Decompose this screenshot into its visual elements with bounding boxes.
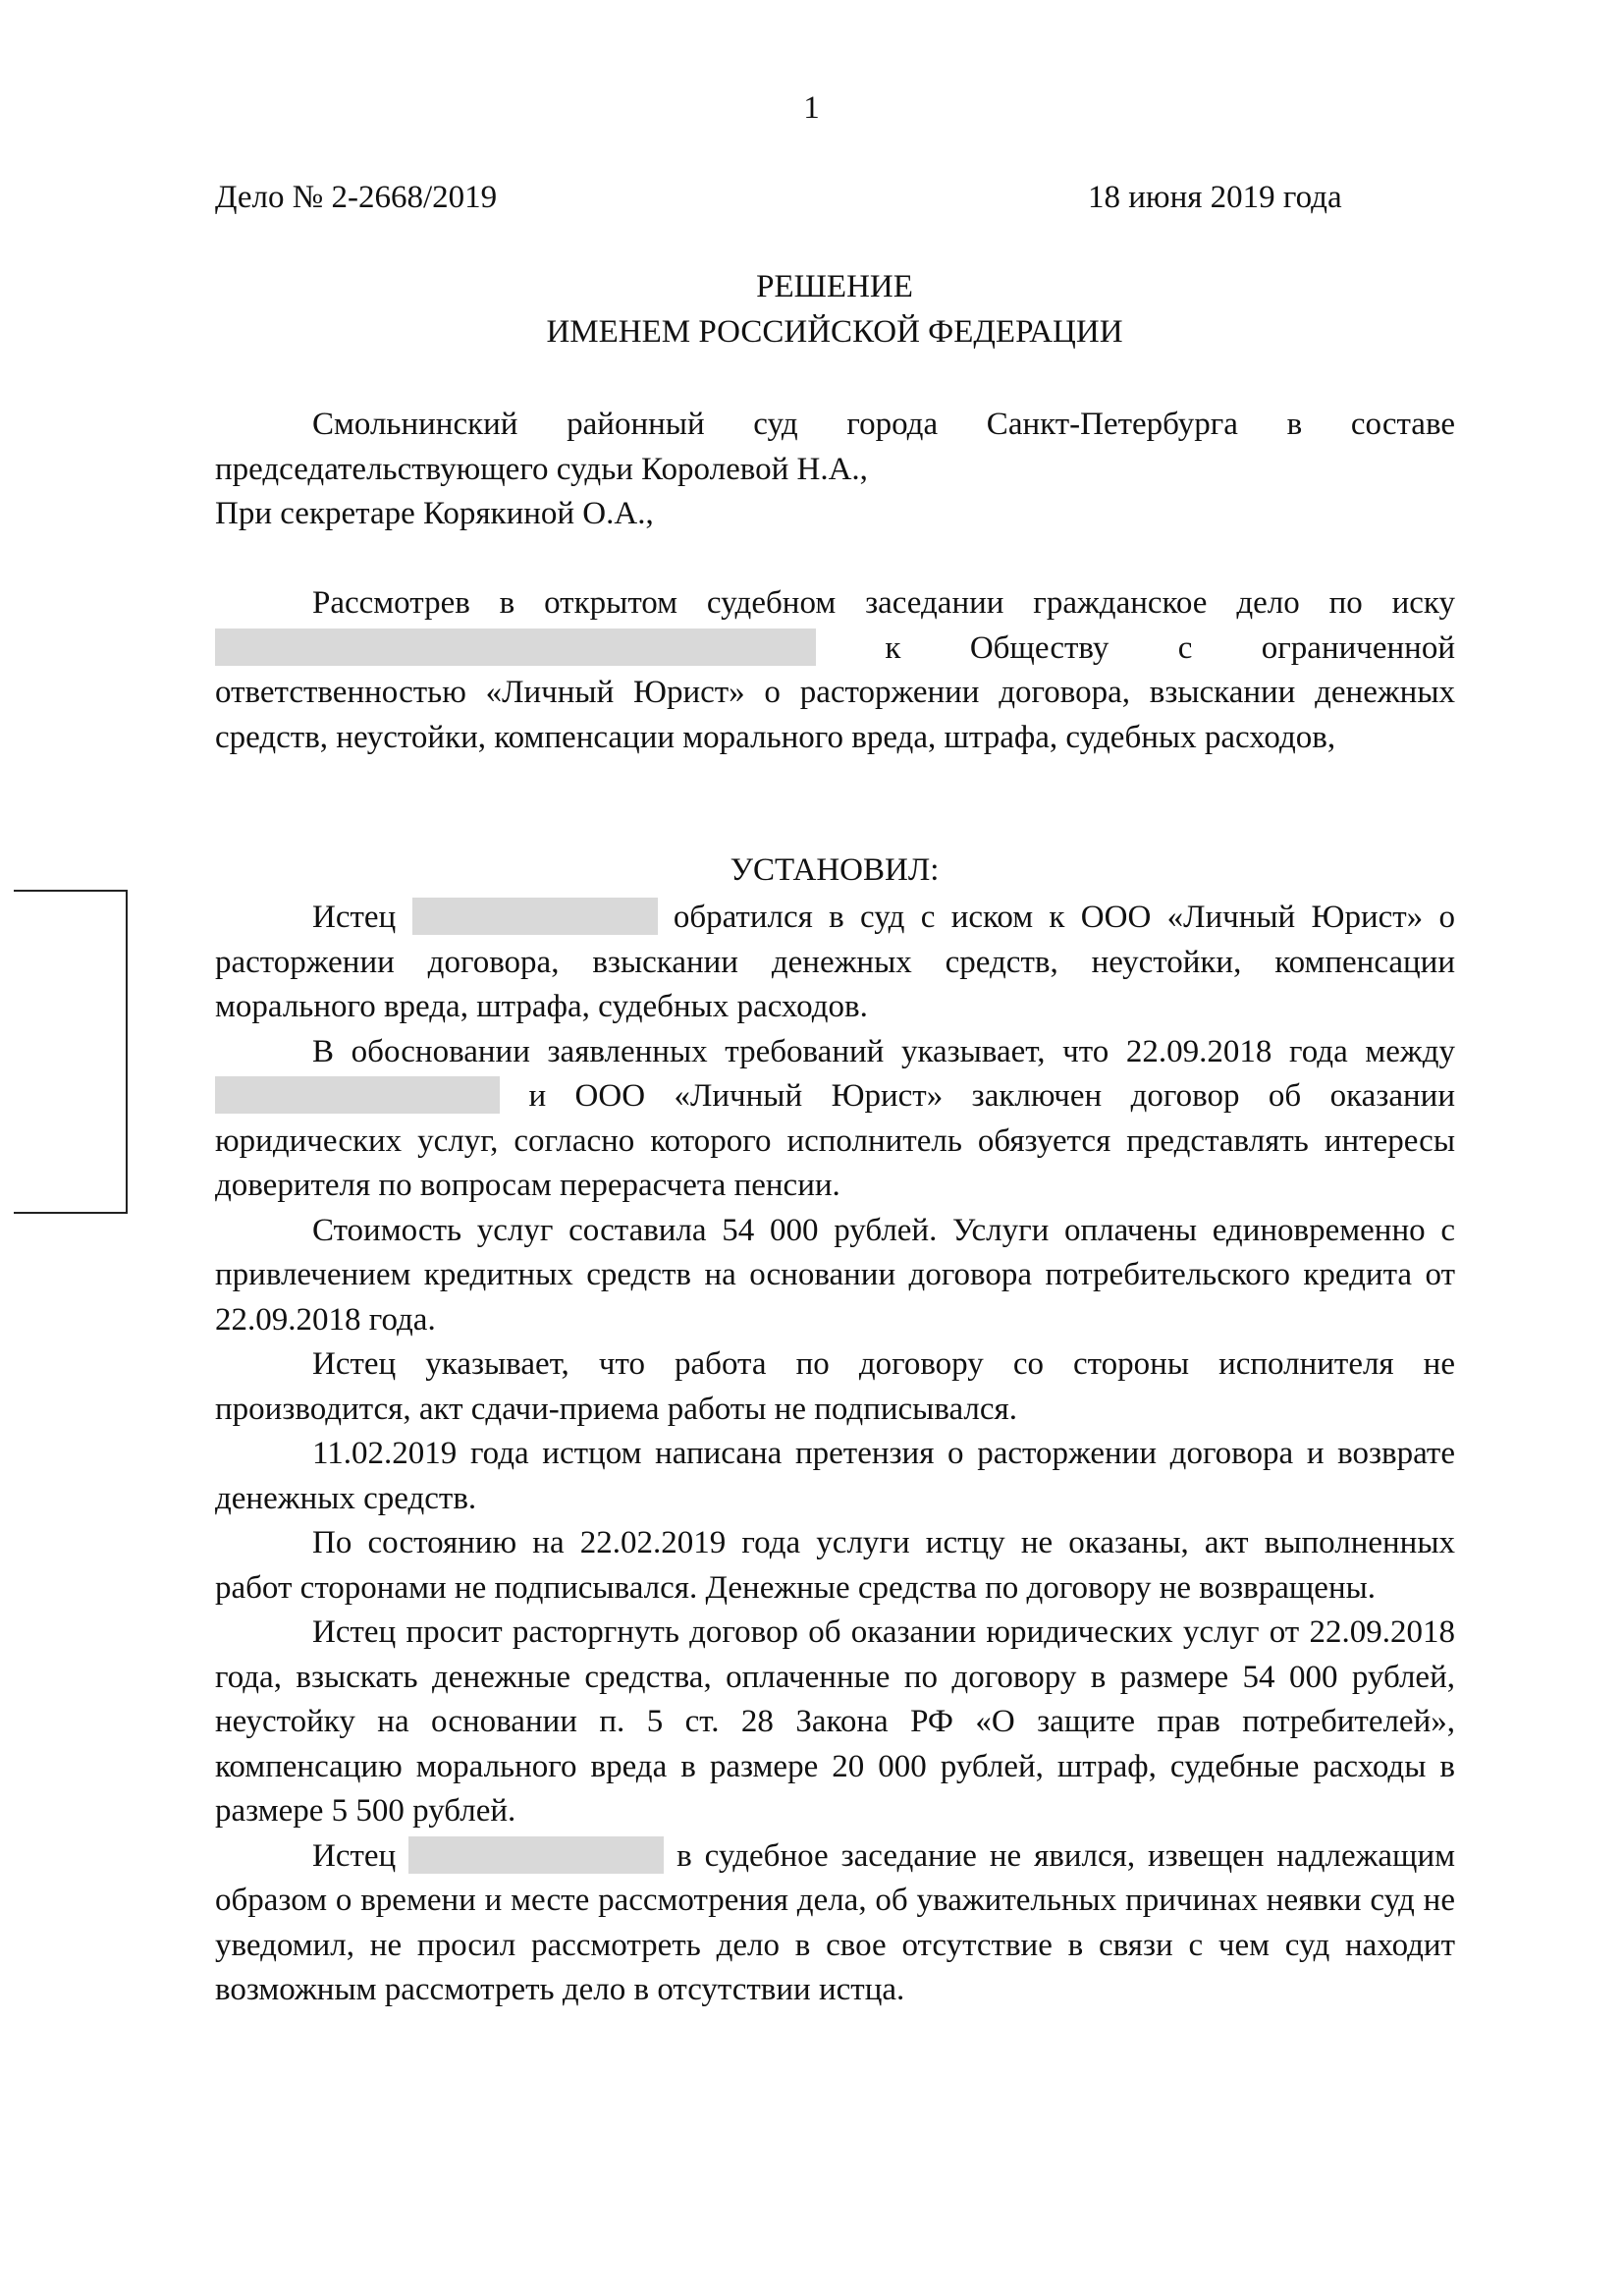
redacted-plaintiff-name (215, 629, 816, 666)
text: и ООО «Личный Юрист» заключен договор об оказании юридических услуг, согласно которого исполнитель обязуется представлять интересы доверителя по вопросам перерасчета пенсии. (215, 1078, 1455, 1203)
redacted-plaintiff-name (215, 1076, 500, 1114)
paragraph: Стоимость услуг составила 54 000 рублей. Услуги оплачены единовременно с привлечением кредитных средств на основании договора потребительского кредита от 22.09.2018 года. (215, 1212, 1455, 1338)
text: обратился в суд с иском к ООО «Личный Юрист» о расторжении договора, взыскании денежных средств, неустойки, компенсации морального вреда, штрафа, судебных расходов. (215, 900, 1455, 1024)
redacted-plaintiff-name (412, 898, 658, 935)
text: в судебное заседание не явился, извещен надлежащим образом о времени и месте рассмотрения дела, об уважительных причинах неявки суд не уведомил, не просил рассмотреть дело в свое отсутствие в связи с чем суд находит возможным рассмотреть дело в отсутствии истца. (215, 1837, 1456, 2007)
considered-paragraph (215, 581, 1455, 760)
text: Истец (312, 1837, 397, 1874)
text: Истец (312, 900, 397, 935)
margin-bracket-mark (14, 890, 128, 1214)
redacted-plaintiff-name (408, 1836, 664, 1874)
paragraph: Истец просит расторгнуть договор об оказании юридических услуг от 22.09.2018 года, взыскать денежные средства, оплаченные по договору в размере 54 000 рублей, неустойку на основании п. 5 ст. 28 Закона РФ «О защите прав потребителей», компенсацию морального вреда в размере 20 000 рублей, штраф, судебные расходы в размере 5 500 рублей. (215, 1614, 1455, 1829)
secretary-line: При секретаре Корякиной О.А., (215, 496, 654, 531)
paragraph: По состоянию на 22.02.2019 года услуги истцу не оказаны, акт выполненных работ сторонами не подписывался. Денежные средства по договору не возвращены. (215, 1525, 1455, 1606)
established-body (215, 896, 1455, 2013)
case-number: Дело № 2-2668/2019 (215, 180, 498, 215)
text: к Обществу с ограниченной ответственностью «Личный Юрист» о расторжении договора, взыскании денежных средств, неустойки, компенсации морального вреда, штрафа, судебных расходов, (215, 629, 1455, 755)
court-composition (215, 403, 1455, 537)
text: Рассмотрев в открытом судебном заседании гражданское дело по иску (312, 585, 1455, 621)
page-number: 1 (803, 90, 820, 126)
paragraph: Истец указывает, что работа по договору со стороны исполнителя не производится, акт сдачи-приема работы не подписывался. (215, 1346, 1455, 1427)
document-subtitle: ИМЕНЕМ РОССИЙСКОЙ ФЕДЕРАЦИИ (546, 314, 1123, 350)
paragraph: 11.02.2019 года истцом написана претензия о расторжении договора и возврате денежных средств. (215, 1436, 1455, 1516)
decision-date: 18 июня 2019 года (1088, 180, 1342, 215)
court-paragraph: Смольнинский районный суд города Санкт-Петербурга в составе председательствующего судьи Королевой Н.А., (215, 407, 1455, 487)
established-heading: УСТАНОВИЛ: (730, 852, 940, 888)
text: В обосновании заявленных требований указывает, что 22.09.2018 года между (312, 1033, 1455, 1069)
document-title: РЕШЕНИЕ (756, 269, 913, 304)
